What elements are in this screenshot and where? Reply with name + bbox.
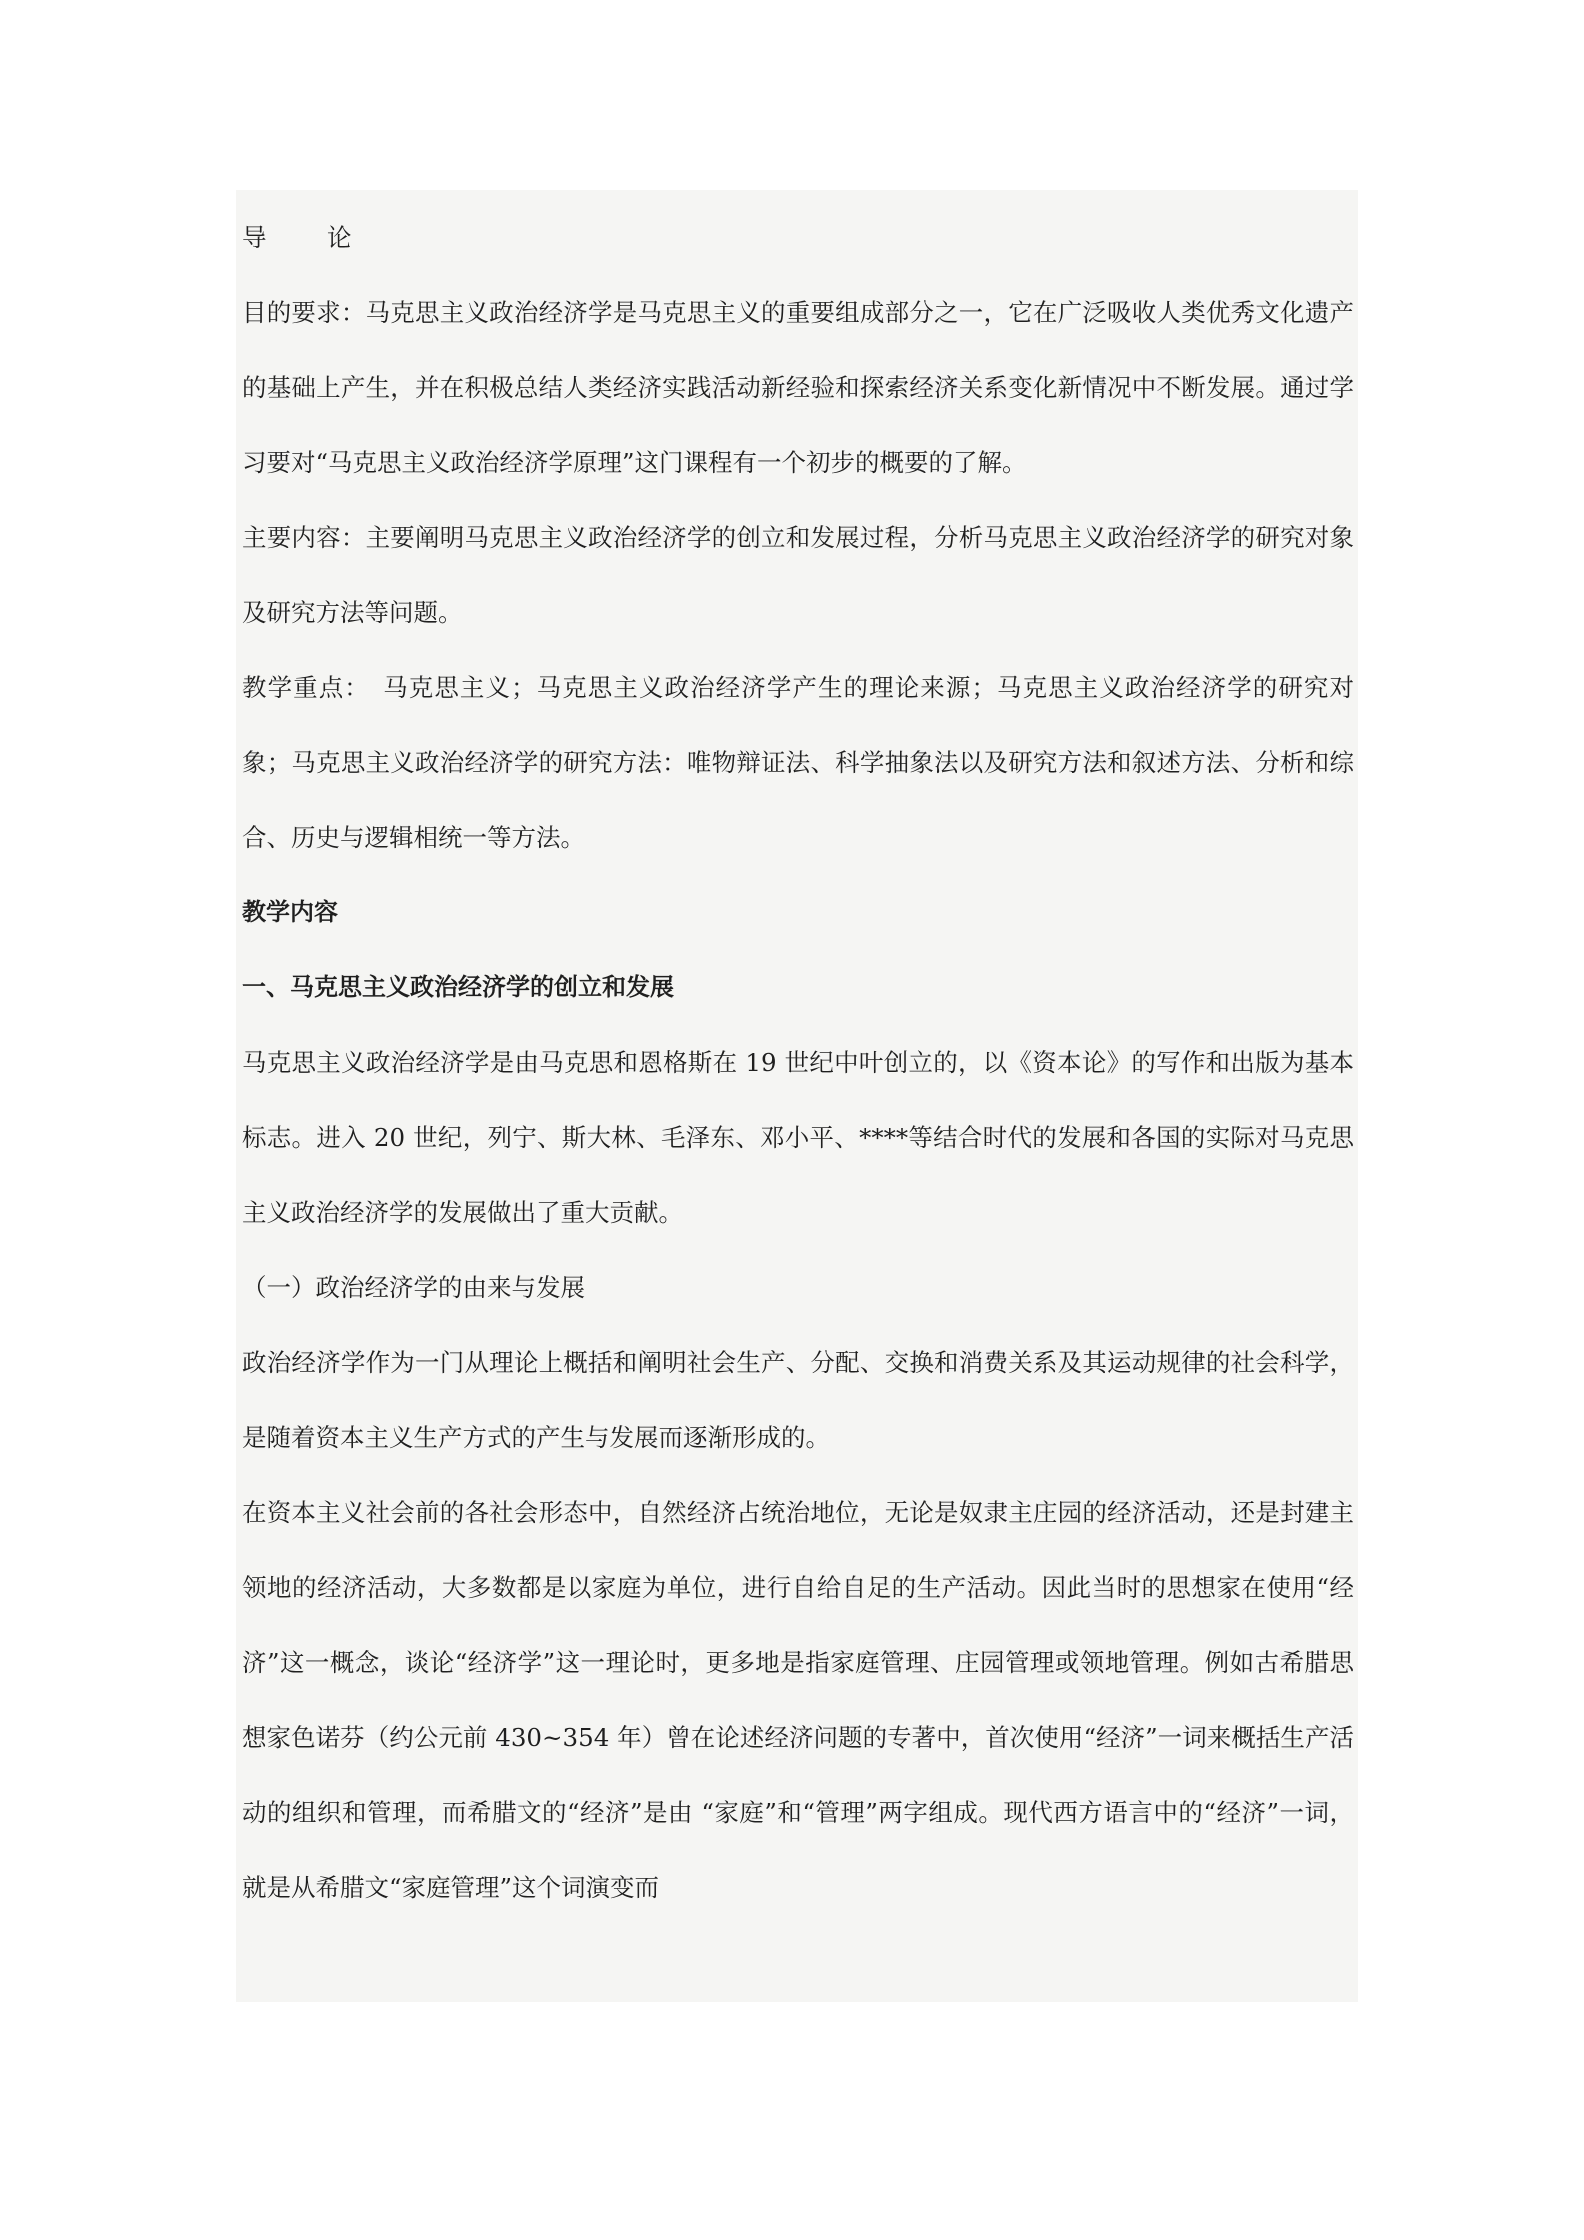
- section-1-paragraph: 马克思主义政治经济学是由马克思和恩格斯在 19 世纪中叶创立的，以《资本论》的写作和出版为基本标志。进入 20 世纪，列宁、斯大林、毛泽东、邓小平、****等结合时代的发展和各国的实际对马克思主义政治经济学的发展做出了重大贡献。: [242, 1048, 1354, 1227]
- subsection-1-heading: （一）政治经济学的由来与发展: [242, 1273, 585, 1302]
- section-1-heading: 一、马克思主义政治经济学的创立和发展: [242, 973, 674, 1001]
- purpose-paragraph: 目的要求：马克思主义政治经济学是马克思主义的重要组成部分之一，它在广泛吸收人类优秀文化遗产的基础上产生，并在积极总结人类经济实践活动新经验和探索经济关系变化新情况中不断发展。通过学习要对“马克思主义政治经济学原理”这门课程有一个初步的概要的了解。: [242, 298, 1354, 477]
- key-points-paragraph: 教学重点： 马克思主义；马克思主义政治经济学产生的理论来源；马克思主义政治经济学的研究对象；马克思主义政治经济学的研究方法：唯物辩证法、科学抽象法以及研究方法和叙述方法、分析和综合、历史与逻辑相统一等方法。: [242, 673, 1354, 852]
- document-body: [236, 190, 1358, 2002]
- document-title: 导 论: [242, 223, 370, 252]
- subsection-1-paragraph-1: 政治经济学作为一门从理论上概括和阐明社会生产、分配、交换和消费关系及其运动规律的社会科学，是随着资本主义生产方式的产生与发展而逐渐形成的。: [242, 1348, 1354, 1452]
- teaching-content-heading: 教学内容: [242, 898, 338, 926]
- main-content-paragraph: 主要内容：主要阐明马克思主义政治经济学的创立和发展过程，分析马克思主义政治经济学的研究对象及研究方法等问题。: [242, 523, 1354, 627]
- subsection-1-paragraph-2: 在资本主义社会前的各社会形态中，自然经济占统治地位，无论是奴隶主庄园的经济活动，还是封建主领地的经济活动，大多数都是以家庭为单位，进行自给自足的生产活动。因此当时的思想家在使用“经济”这一概念，谈论“经济学”这一理论时，更多地是指家庭管理、庄园管理或领地管理。例如古希腊思想家色诺芬（约公元前 430~354 年）曾在论述经济问题的专著中，首次使用“经济”一词来概括生产活动的组织和管理，而希腊文的“经济”是由 “家庭”和“管理”两字组成。现代西方语言中的“经济”一词，就是从希腊文“家庭管理”这个词演变而: [242, 1498, 1354, 1902]
